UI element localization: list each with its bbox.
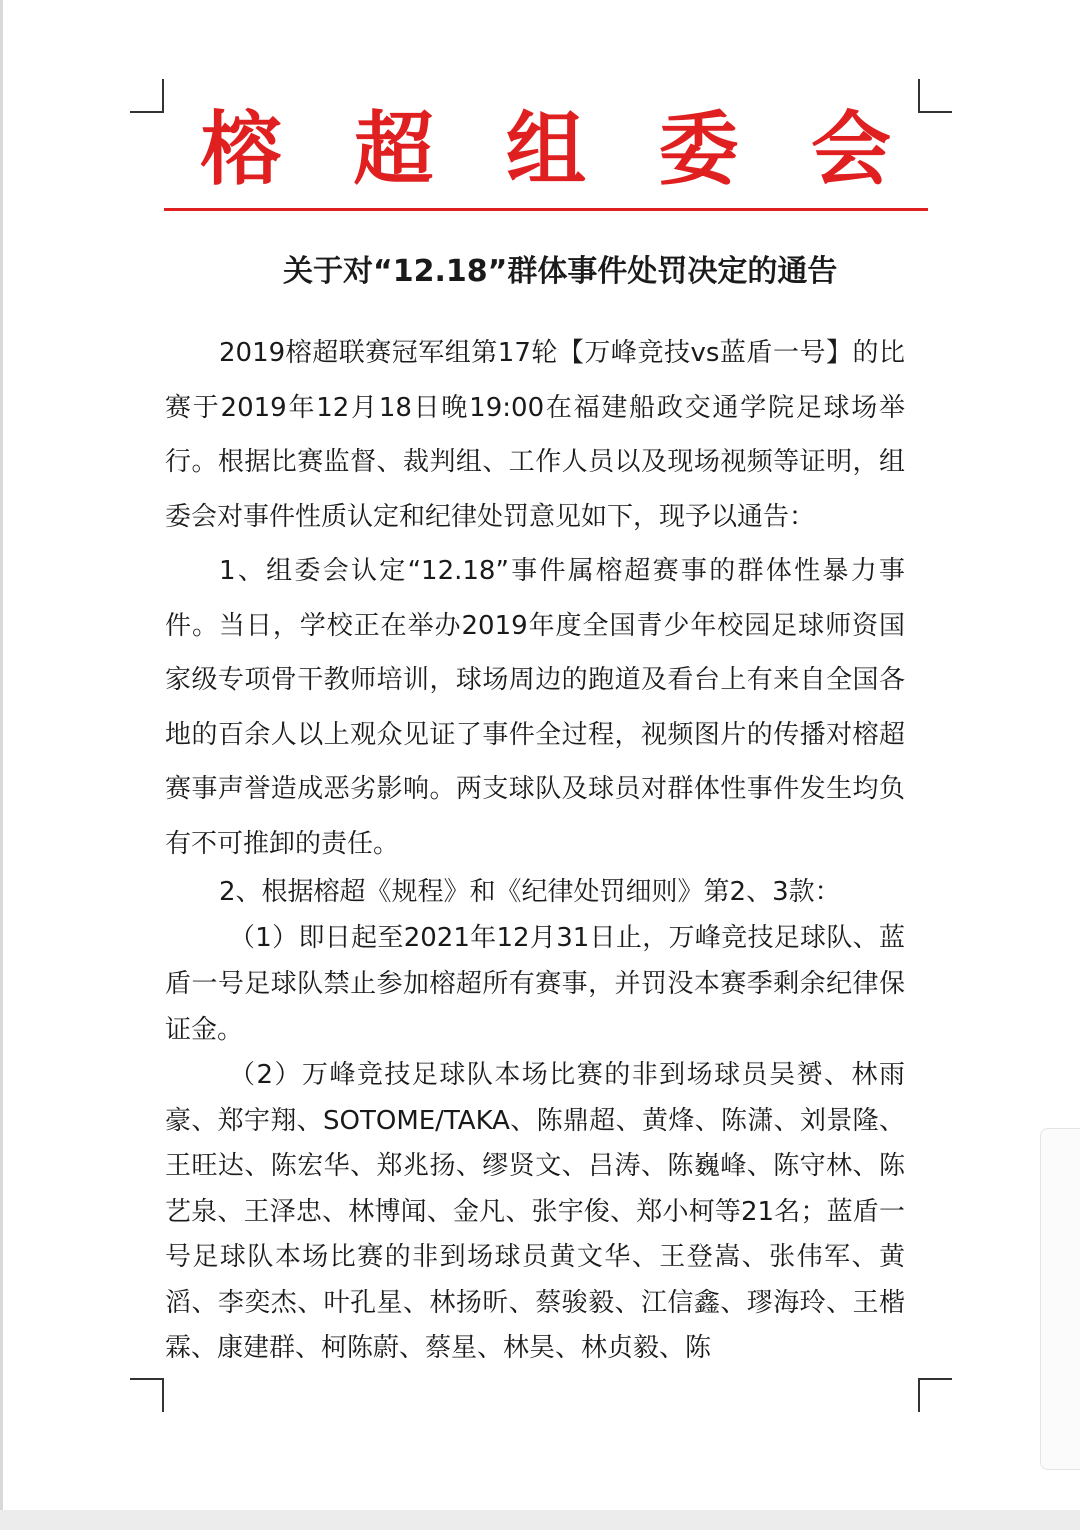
paragraph-item-2-2: （2）万峰竞技足球队本场比赛的非到场球员吴赟、林雨豪、郑宇翔、SOTOME/TAKA、陈鼎超、黄烽、陈潇、刘景隆、王旺达、陈宏华、郑兆扬、缪贤文、吕涛、陈巍峰、陈守林、陈艺泉、王泽忠、林博闻、金凡、张宇俊、郑小柯等21名；蓝盾一号足球队本场比赛的非到场球员黄文华、王登嵩、张伟军、黄滔、李奕杰、叶孔星、林扬昕、蔡骏毅、江信鑫、璆海玲、王楷霖、康建群、柯陈蔚、蔡星、林昊、林贞毅、陈 — [165, 1060, 905, 1363]
paragraph-item-2: 2、根据榕超《规程》和《纪律处罚细则》第2、3款： — [219, 877, 841, 907]
bottom-bar — [0, 1510, 1080, 1530]
paragraph-item-2-1: （1）即日起至2021年12月31日止，万峰竞技足球队、蓝盾一号足球队禁止参加榕超所有赛事，并罚没本赛季剩余纪律保证金。 — [165, 923, 905, 1045]
crop-mark-top-left — [130, 79, 164, 113]
page-left-edge — [0, 0, 3, 1510]
side-scroll-tab[interactable] — [1040, 1128, 1080, 1470]
crop-mark-bottom-right — [918, 1378, 952, 1412]
crop-mark-bottom-left — [130, 1378, 164, 1412]
notice-body — [165, 326, 905, 1372]
letterhead-char: 组 — [506, 103, 586, 196]
letterhead-char: 委 — [658, 103, 739, 196]
letterhead-divider — [164, 208, 928, 211]
paragraph-item-1: 1、组委会认定“12.18”事件属榕超赛事的群体性暴力事件。当日，学校正在举办2019年度全国青少年校园足球师资国家级专项骨干教师培训，球场周边的跑道及看台上有来自全国各地的百余人以上观众见证了事件全过程，视频图片的传播对榕超赛事声誉造成恶劣影响。两支球队及球员对群体性事件发生均负有不可推卸的责任。 — [165, 556, 905, 859]
notice-title: 关于对“12.18”群体事件处罚决定的通告 — [283, 254, 838, 289]
paragraph-intro: 2019榕超联赛冠军组第17轮【万峰竞技vs蓝盾一号】的比赛于2019年12月18日晚19:00在福建船政交通学院足球场举行。根据比赛监督、裁判组、工作人员以及现场视频等证明，组委会对事件性质认定和纪律处罚意见如下，现予以通告： — [165, 338, 905, 532]
letterhead-char: 超 — [353, 103, 434, 196]
letterhead — [165, 105, 927, 195]
letterhead-char: 榕 — [201, 103, 281, 196]
letterhead-char: 会 — [811, 103, 891, 196]
